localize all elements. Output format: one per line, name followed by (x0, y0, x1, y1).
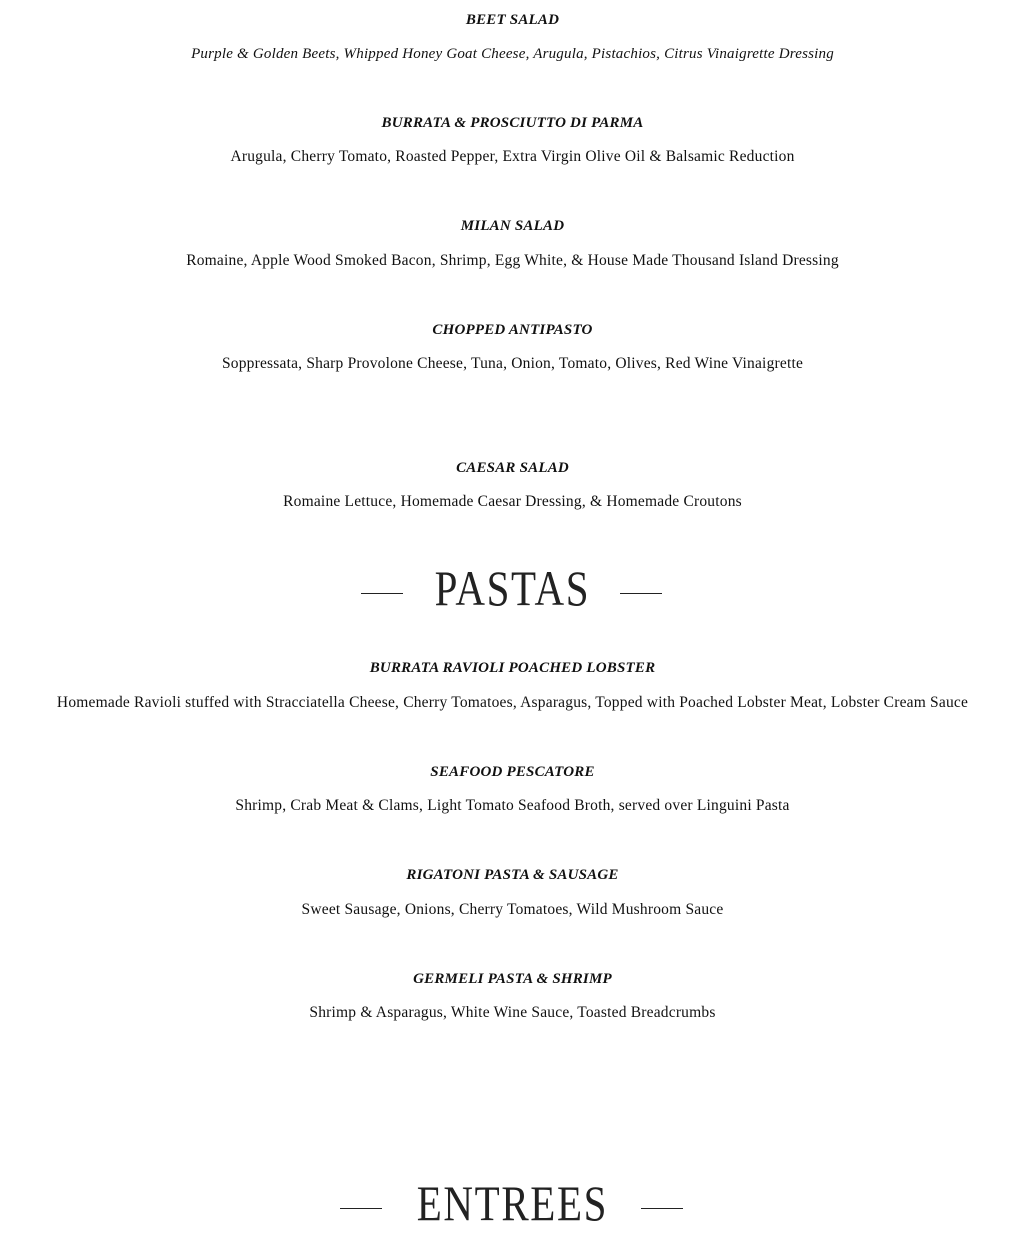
menu-item-description: Shrimp, Crab Meat & Clams, Light Tomato Seafood Broth, served over Linguini Pasta (235, 797, 790, 814)
menu-item-description: Romaine, Apple Wood Smoked Bacon, Shrimp, Egg White, & House Made Thousand Island Dressing (186, 252, 839, 269)
menu-item-description: Romaine Lettuce, Homemade Caesar Dressing, & Homemade Croutons (283, 493, 742, 510)
section-title-entrees: ENTREES (416, 1175, 609, 1231)
menu-item-name: BEET SALAD (465, 12, 560, 28)
menu-item-name: BURRATA RAVIOLI POACHED LOBSTER (369, 660, 656, 676)
menu-item-description: Arugula, Cherry Tomato, Roasted Pepper, Extra Virgin Olive Oil & Balsamic Reduction (230, 148, 795, 165)
menu-item-description: Shrimp & Asparagus, White Wine Sauce, Toasted Breadcrumbs (309, 1004, 716, 1021)
menu-item-name: BURRATA & PROSCIUTTO DI PARMA (381, 115, 644, 131)
menu-item-name: GERMELI PASTA & SHRIMP (413, 971, 612, 987)
menu-item-description: Purple & Golden Beets, Whipped Honey Goat Cheese, Arugula, Pistachios, Citrus Vinaigrette Dressing (191, 46, 834, 62)
menu-item-description: Homemade Ravioli stuffed with Stracciatella Cheese, Cherry Tomatoes, Asparagus, Topped with Poached Lobster Meat, Lobster Cream Sauce (56, 694, 969, 711)
heading-rule-right (641, 1208, 683, 1209)
menu-item-name: CAESAR SALAD (456, 460, 569, 476)
heading-rule-right (620, 593, 662, 594)
menu-item-name: SEAFOOD PESCATORE (430, 764, 595, 780)
menu-item-description: Sweet Sausage, Onions, Cherry Tomatoes, Wild Mushroom Sauce (301, 901, 724, 918)
section-title-pastas: PASTAS (434, 560, 591, 616)
menu-item-name: RIGATONI PASTA & SAUSAGE (406, 867, 619, 883)
menu-item-name: CHOPPED ANTIPASTO (432, 322, 593, 338)
menu-item-name: MILAN SALAD (460, 218, 565, 234)
menu-item-description: Soppressata, Sharp Provolone Cheese, Tuna, Onion, Tomato, Olives, Red Wine Vinaigrette (221, 355, 804, 372)
